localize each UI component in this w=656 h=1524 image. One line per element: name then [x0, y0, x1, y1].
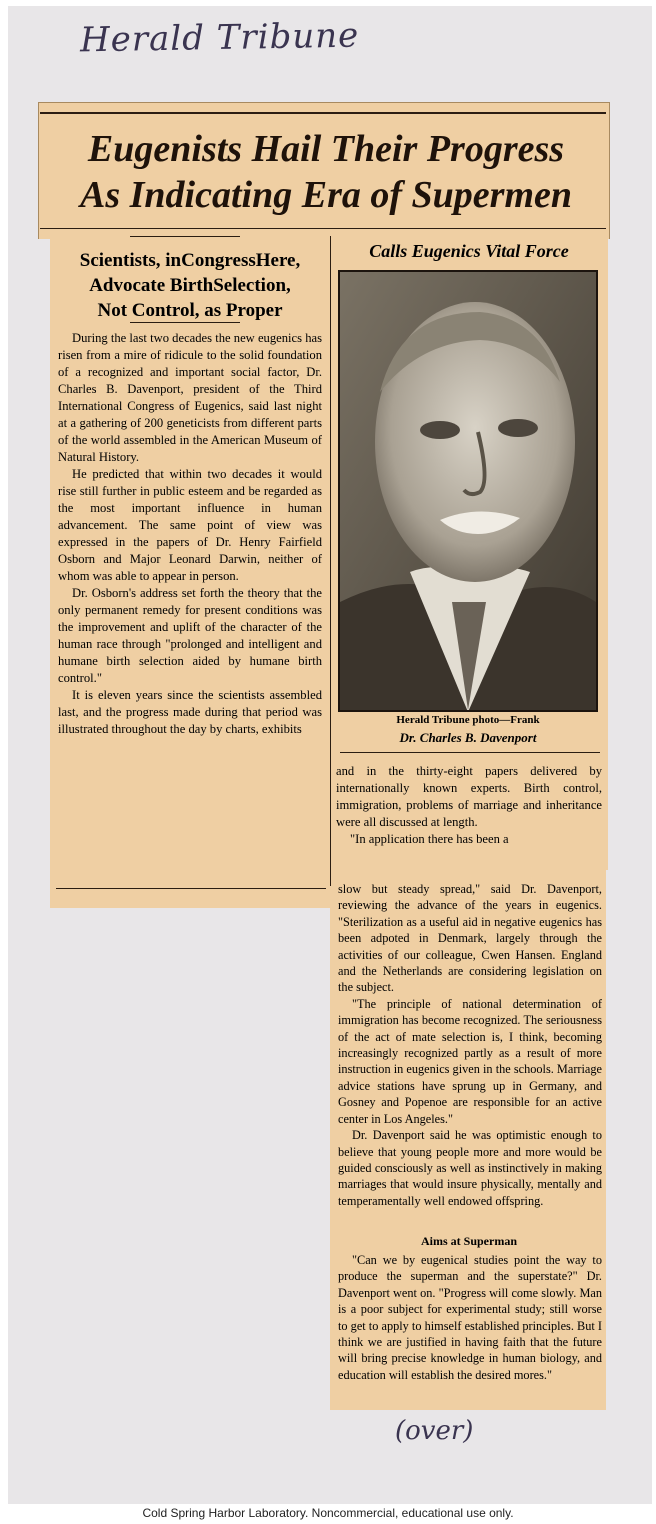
headline-rule [40, 228, 606, 229]
article-paragraph: "In application there has been a [350, 832, 509, 846]
top-rule [40, 112, 606, 114]
portrait-illustration [340, 272, 596, 710]
subhead-top-rule [130, 236, 240, 237]
photo-heading: Calls Eugenics Vital Force [369, 241, 569, 261]
column-divider [330, 236, 331, 886]
article-paragraph: "Can we by eugenical studies point the way to produce the superman and the superstate?" Dr. Davenport went on. "Progress will come slowly. Man is a poor subject for experimental study; still worse to get to apply to himself established principles. But I think we are justified in having faith that the future will bring precise knowledge in human biology, and education will establish the desired mores." [338, 1253, 602, 1382]
article-paragraph: It is eleven years since the scientists assembled last, and the progress made during that period was illustrated throughout the day by charts, exhibits [58, 688, 322, 736]
article-paragraph: slow but steady spread," said Dr. Davenport, reviewing the advance of the years in eugenics. "Sterilization as a useful aid in negative eugenics has been adpoted in Denmark, largely through the activities of our colleague, Cwen Hansen. England and the Netherlands are considering legislation on the subject. [338, 882, 602, 995]
article-paragraph: He predicted that within two decades it would rise still further in public esteem and be regarded as the most important influence in human advancement. The same point of view was expressed in the papers of Dr. Henry Fairfield Osborn and Major Leonard Darwin, neither of whom was able to appear in person. [58, 467, 322, 583]
subsection-column [338, 1252, 602, 1383]
caption-rule [340, 752, 600, 753]
subhead-line-2: Advocate BirthSelection, [89, 275, 291, 296]
article-left-column [58, 330, 322, 738]
subhead-line-1: Scientists, inCongressHere, [79, 250, 301, 271]
portrait-photo [338, 270, 598, 712]
handwritten-source-note: Herald Tribune [79, 15, 360, 61]
article-continuation-column [338, 881, 602, 1209]
article-paragraph: and in the thirty-eight papers delivered by internationally known experts. Birth control, immigration, problems of marriage and inheritance were all discussed at length. [336, 764, 602, 829]
article-paragraph: Dr. Osborn's address set forth the theory that the only permanent remedy for present conditions was the improvement and uplift of the character of the human race through "prolonged and intelligent and humane birth selection aided by humane birth control." [58, 586, 322, 685]
subhead-line-3: Not Control, as Proper [97, 300, 283, 321]
photo-caption: Dr. Charles B. Davenport [399, 730, 537, 745]
handwritten-over-note: (over) [395, 1416, 474, 1446]
subsection-heading: Aims at Superman [420, 1234, 517, 1248]
subheadline [54, 248, 326, 323]
photo-credit: Herald Tribune photo—Frank [396, 714, 540, 726]
article-paragraph: Dr. Davenport said he was optimistic enough to believe that young people more and more would be guided consciously as well as instinctively in making marriages that would insure physically, mentally and temperamentally well endowed offspring. [338, 1128, 602, 1208]
left-end-rule [56, 888, 326, 889]
article-paragraph: "The principle of national determination of immigration has become recognized. The seriousness of the act of mate selection is, I think, becoming increasingly recognized partly as a result of more instruction in eugenics given in the schools. Marriage advice stations have sprung up in Germany, and Gosney and Popenoe are responsible for an active center in Los Angeles." [338, 996, 602, 1126]
headline [46, 126, 606, 218]
article-paragraph: During the last two decades the new eugenics has risen from a mire of ridicule to the solid foundation of a recognized and important social factor, Dr. Charles B. Davenport, president of the Third International Congress of Eugenics, said last night at a gathering of 200 geneticists from different parts of the world assembled in the American Museum of Natural History. [58, 331, 322, 464]
headline-line-1: Eugenists Hail Their Progress [87, 128, 565, 170]
headline-line-2: As Indicating Era of Supermen [80, 174, 572, 216]
article-right-column [336, 763, 602, 848]
archive-footer: Cold Spring Harbor Laboratory. Noncommercial, educational use only. [142, 1506, 514, 1520]
